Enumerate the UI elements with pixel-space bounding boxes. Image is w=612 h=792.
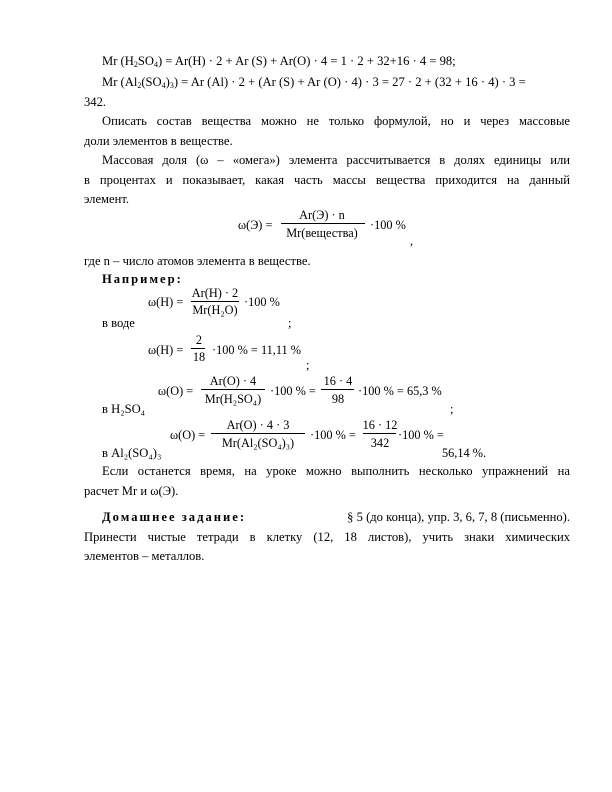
water-tail: ·100 % bbox=[244, 295, 280, 309]
h2so4-denominator: Mr(H₂SO₄) bbox=[204, 392, 262, 406]
paragraph-mass-fraction-line3: элемент. bbox=[84, 192, 130, 206]
water2-bar bbox=[191, 348, 205, 349]
paragraph-mass-fraction-line2: в процентах и показывает, какая часть массы вещества приходится на данный bbox=[84, 173, 570, 187]
water2-tail: ·100 % = 11,11 % bbox=[212, 343, 302, 357]
h2so4-lhs: ω(O) = bbox=[158, 384, 194, 398]
h2so4-tail: ·100 % = 65,3 % bbox=[358, 384, 442, 398]
paragraph-composition-line1: Описать состав вещества можно не только формулой, но и через массовые bbox=[102, 114, 570, 128]
h2so4-bar2 bbox=[321, 389, 354, 390]
al-denominator2: 342 bbox=[370, 436, 390, 450]
water-bar bbox=[191, 301, 239, 302]
h2so4-bar bbox=[201, 389, 265, 390]
al-bar2 bbox=[363, 433, 396, 434]
paragraph-composition-line2: доли элементов в веществе. bbox=[84, 134, 233, 148]
al-numerator2: 16 · 12 bbox=[362, 418, 398, 432]
al-numerator: Ar(O) · 4 · 3 bbox=[226, 418, 290, 432]
h2so4-label: в H₂SO₄ bbox=[102, 402, 146, 416]
water2-semicolon: ; bbox=[306, 358, 310, 372]
water-semicolon: ; bbox=[288, 316, 292, 330]
h2so4-numerator2: 16 · 4 bbox=[323, 374, 353, 388]
homework-title: Домашнее задание: bbox=[102, 510, 247, 524]
formula-main-bar bbox=[281, 223, 365, 224]
h2so4-mid: ·100 % = bbox=[270, 384, 316, 398]
al-label: в Al₂(SO₄)₃ bbox=[102, 446, 162, 460]
paragraph-time-line2: расчет Mr и ω(Э). bbox=[84, 484, 179, 498]
formula-main-denominator: Mr(вещества) bbox=[286, 226, 358, 240]
example-heading: Например: bbox=[102, 272, 183, 286]
water-denominator: Mr(H₂O) bbox=[192, 303, 238, 317]
al-lhs: ω(O) = bbox=[170, 428, 206, 442]
mr-al-result: 342. bbox=[84, 95, 107, 109]
al-mid: ·100 % = bbox=[310, 428, 356, 442]
paragraph-time-line1: Если останется время, на уроке можно выполнить несколько упражнений на bbox=[102, 464, 570, 478]
h2so4-semicolon: ; bbox=[450, 402, 454, 416]
water2-denominator: 18 bbox=[192, 350, 206, 364]
al-bar bbox=[211, 433, 305, 434]
al-denominator: Mr(Al₂(SO₄)₃) bbox=[221, 436, 295, 450]
mr-al2so43-line: Mr $(Al_2(SO_4)_3) = Ar$ (Al) · 2 + (Ar (S) + Ar (O) · 4) · 3 = 27 · 2 + (32 + 16 · 4) · 3 = bbox=[102, 75, 526, 90]
paragraph-mass-fraction-line1: Массовая доля (ω – «омега») элемента рассчитывается в долях единицы или bbox=[102, 153, 570, 167]
water-lhs: ω(H) = bbox=[148, 295, 184, 309]
h2so4-numerator: Ar(O) · 4 bbox=[209, 374, 257, 388]
h2so4-denominator2: 98 bbox=[331, 392, 345, 406]
al-tail: ·100 % = bbox=[398, 428, 444, 442]
water2-numerator: 2 bbox=[195, 333, 203, 347]
water-label: в воде bbox=[102, 316, 135, 330]
homework-assignment: § 5 (до конца), упр. 3, 6, 7, 8 (письменно). bbox=[347, 510, 570, 524]
al-result: 56,14 %. bbox=[442, 446, 487, 460]
homework-line2: Принести чистые тетради в клетку (12, 18 листов), учить знаки химических bbox=[84, 530, 570, 544]
water2-lhs: ω(H) = bbox=[148, 343, 184, 357]
formula-main-numerator: Ar(Э) · n bbox=[299, 208, 345, 222]
mr-h2so4-line: Mr $(H_2SO_4) = Ar(H) \cdot 2 + Ar$ (S) + Ar(O) · 4 = 1 · 2 + 32+16 · 4 = 98; bbox=[102, 54, 456, 69]
homework-line1 bbox=[102, 510, 570, 525]
formula-main-lhs: ω(Э) = bbox=[238, 218, 273, 232]
water-numerator: Ar(H) · 2 bbox=[191, 286, 239, 300]
formula-main-tail: ·100 % bbox=[370, 218, 406, 232]
where-n-line: где n – число атомов элемента в веществе. bbox=[84, 254, 311, 268]
formula-main-comma: , bbox=[410, 234, 414, 248]
homework-line3: элементов – металлов. bbox=[84, 549, 205, 563]
